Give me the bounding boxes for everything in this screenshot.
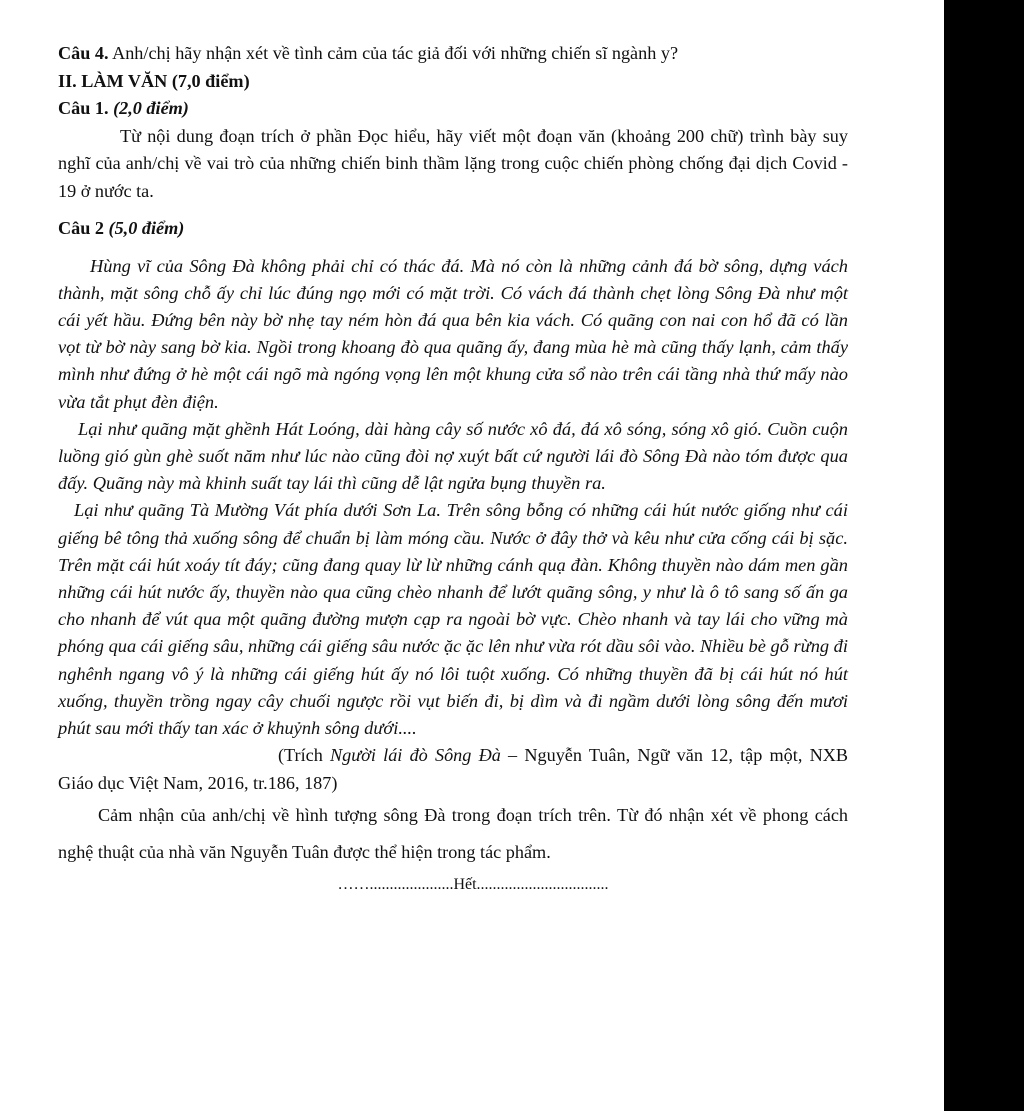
question-1-text: Từ nội dung đoạn trích ở phần Đọc hiểu, hãy viết một đoạn văn (khoảng 200 chữ) trình bày suy nghĩ của anh/chị về vai trò của những chiến binh thầm lặng trong cuộc chiến phòng chống đại dịch Covid - 19 ở nước ta.	[58, 125, 848, 201]
question-2-points: (5,0 điểm)	[103, 218, 185, 238]
section-2-title: II. LÀM VĂN (7,0 điểm)	[58, 70, 250, 91]
source-open: (Trích	[278, 745, 331, 766]
source-title: Người lái đò Sông Đà	[330, 745, 501, 766]
question-2-task: Cảm nhận của anh/chị về hình tượng sông Đà trong đoạn trích trên. Từ đó nhận xét về phong cách nghệ thuật của nhà văn Nguyễn Tuân được thể hiện trong tác phẩm.	[58, 805, 848, 863]
question-2-heading	[58, 215, 848, 243]
spacer	[58, 205, 848, 215]
excerpt-paragraph: Lại như quãng Tà Mường Vát phía dưới Sơn La. Trên sông bỗng có những cái hút nước giống như cái giếng bê tông thả xuống sông để chuẩn bị làm móng cầu. Nước ở đây thở và kêu như cửa cống cái bị sặc. Trên mặt cái hút xoáy tít đáy; cũng đang quay lừ lừ những cánh quạ đàn. Không thuyền nào dám men gần những cái hút nước ấy, thuyền nào qua cũng chèo nhanh để lướt quãng sông, y như là ô tô sang số ấn ga cho nhanh để vút qua một quãng đường mượn cạp ra ngoài bờ vực. Chèo nhanh và tay lái cho vững mà phóng qua cái giếng sâu, những cái giếng sâu nước ặc ặc lên như vừa rót dầu sôi vào. Nhiều bè gỗ rừng đi nghênh ngang vô ý là những cái giếng hút ấy nó lôi tuột xuống. Có những thuyền đã bị cái hút nó hút xuống, thuyền trồng ngay cây chuối ngược rồi vụt biến đi, bị dìm và đi ngầm dưới lòng sông đến mươi phút sau mới thấy tan xác ở khuỷnh sông dưới....	[58, 500, 848, 738]
spacer	[58, 243, 848, 253]
question-4-label: Câu 4.	[58, 43, 109, 63]
document-content	[58, 40, 848, 899]
source-rest: – Nguyễn Tuân, Ngữ văn 12, tập một, NXB Giáo dục Việt Nam, 2016, tr.186, 187)	[58, 745, 848, 793]
black-side-border	[944, 0, 1024, 1111]
question-1-points: (2,0 điểm)	[108, 98, 189, 118]
excerpt-paragraph: Hùng vĩ của Sông Đà không phải chỉ có thác đá. Mà nó còn là những cảnh đá bờ sông, dựng vách thành, mặt sông chỗ ấy chỉ lúc đúng ngọ mới có mặt trời. Có vách đá thành chẹt lòng Sông Đà như một cái yết hầu. Đứng bên này bờ nhẹ tay ném hòn đá qua bên kia vách. Có quãng con nai con hổ đã có lần vọt từ bờ này sang bờ kia. Ngồi trong khoang đò qua quãng ấy, đang mùa hè mà cũng thấy lạnh, cảm thấy mình như đứng ở hè một cái ngõ mà ngóng vọng lên một khung cửa sổ nào trên cái tầng nhà thứ mấy nào vừa tắt phụt đèn điện.	[58, 255, 848, 412]
excerpt-source	[58, 742, 848, 797]
question-2-label: Câu 2	[58, 218, 104, 238]
excerpt-paragraph: Lại như quãng mặt ghềnh Hát Loóng, dài hàng cây số nước xô đá, đá xô sóng, sóng xô gió. Cuồn cuộn luồng gió gùn ghè suốt năm như lúc nào cũng đòi nợ xuýt bất cứ người lái đò Sông Đà nào tóm được qua đấy. Quãng này mà khinh suất tay lái thì cũng dễ lật ngửa bụng thuyền ra.	[58, 418, 848, 494]
end-marker: …….....................Hết.................................	[337, 876, 609, 894]
literary-excerpt	[58, 253, 848, 743]
question-4-text: Anh/chị hãy nhận xét về tình cảm của tác giả đối với những chiến sĩ ngành y?	[108, 43, 679, 63]
question-1-label: Câu 1.	[58, 98, 109, 118]
question-1-heading	[58, 95, 848, 123]
question-4	[58, 40, 848, 68]
